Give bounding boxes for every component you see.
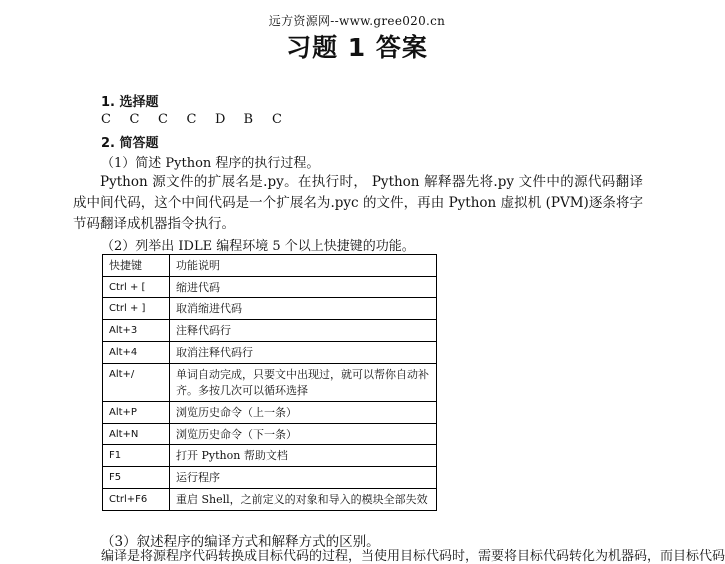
table-row [103, 320, 437, 342]
question-2: （2）列举出 IDLE 编程环境 5 个以上快捷键的功能。 [101, 239, 415, 254]
answer-item: D [215, 112, 226, 127]
table-row [103, 402, 437, 424]
shortcut-key: Ctrl+F6 [103, 489, 170, 511]
table-row [103, 424, 437, 445]
shortcut-desc: 取消缩进代码 [170, 298, 437, 320]
shortcut-key: Ctrl + ] [103, 298, 170, 320]
table-header-row [103, 255, 437, 277]
shortcut-key: F5 [103, 467, 170, 489]
table-header-cell: 快捷键 [103, 255, 170, 277]
shortcut-key: F1 [103, 445, 170, 467]
shortcut-key: Alt+/ [103, 364, 170, 402]
answer-1-paragraph: Python 源文件的扩展名是.py。在执行时， Python 解释器先将.py 文件中的源代码翻译成中间代码，这个中间代码是一个扩展名为.pyc 的文件，再由 Python 虚拟机 (PVM)逐条将字节码翻译成机器指令执行。 [73, 174, 643, 232]
section-short-answer-heading: 2. 简答题 [101, 136, 159, 151]
table-row [103, 467, 437, 489]
shortcut-desc: 取消注释代码行 [170, 342, 437, 364]
question-1: （1）简述 Python 程序的执行过程。 [101, 156, 320, 171]
answer-item: B [243, 112, 254, 127]
answer-3-partial-line: 编译是将源程序代码转换成目标代码的过程，当使用目标代码时，需要将目标代码转化为机器码，而目标代码 [101, 549, 725, 564]
answer-item: C [101, 112, 111, 127]
table-row [103, 489, 437, 511]
shortcut-desc: 浏览历史命令（下一条） [170, 424, 437, 445]
shortcut-desc: 浏览历史命令（上一条） [170, 402, 437, 424]
shortcut-desc: 注释代码行 [170, 320, 437, 342]
answer-item: C [129, 112, 140, 127]
table-row [103, 277, 437, 298]
table-row [103, 298, 437, 320]
shortcut-key: Alt+3 [103, 320, 170, 342]
table-row [103, 364, 437, 402]
table-row [103, 445, 437, 467]
shortcut-desc: 缩进代码 [170, 277, 437, 298]
page-title: 习题 1 答案 [286, 33, 428, 62]
table-row [103, 342, 437, 364]
shortcut-desc: 重启 Shell，之前定义的对象和导入的模块全部失效 [170, 489, 437, 511]
section-choice-heading: 1. 选择题 [101, 95, 159, 110]
shortcut-desc: 运行程序 [170, 467, 437, 489]
shortcut-key: Alt+4 [103, 342, 170, 364]
shortcut-desc: 打开 Python 帮助文档 [170, 445, 437, 467]
question-3: （3）叙述程序的编译方式和解释方式的区别。 [101, 534, 380, 550]
choice-answers [101, 112, 301, 127]
answer-item: C [158, 112, 168, 127]
shortcut-desc: 单词自动完成，只要文中出现过，就可以帮你自动补齐。多按几次可以循环选择 [170, 364, 437, 402]
shortcut-key: Ctrl + [ [103, 277, 170, 298]
table-header-cell: 功能说明 [170, 255, 437, 277]
answer-item: C [186, 112, 197, 127]
page-header: 远方资源网--www.gree020.cn [268, 14, 446, 28]
shortcut-table [102, 254, 437, 511]
answer-item: C [272, 112, 282, 127]
shortcut-key: Alt+P [103, 402, 170, 424]
shortcut-key: Alt+N [103, 424, 170, 445]
